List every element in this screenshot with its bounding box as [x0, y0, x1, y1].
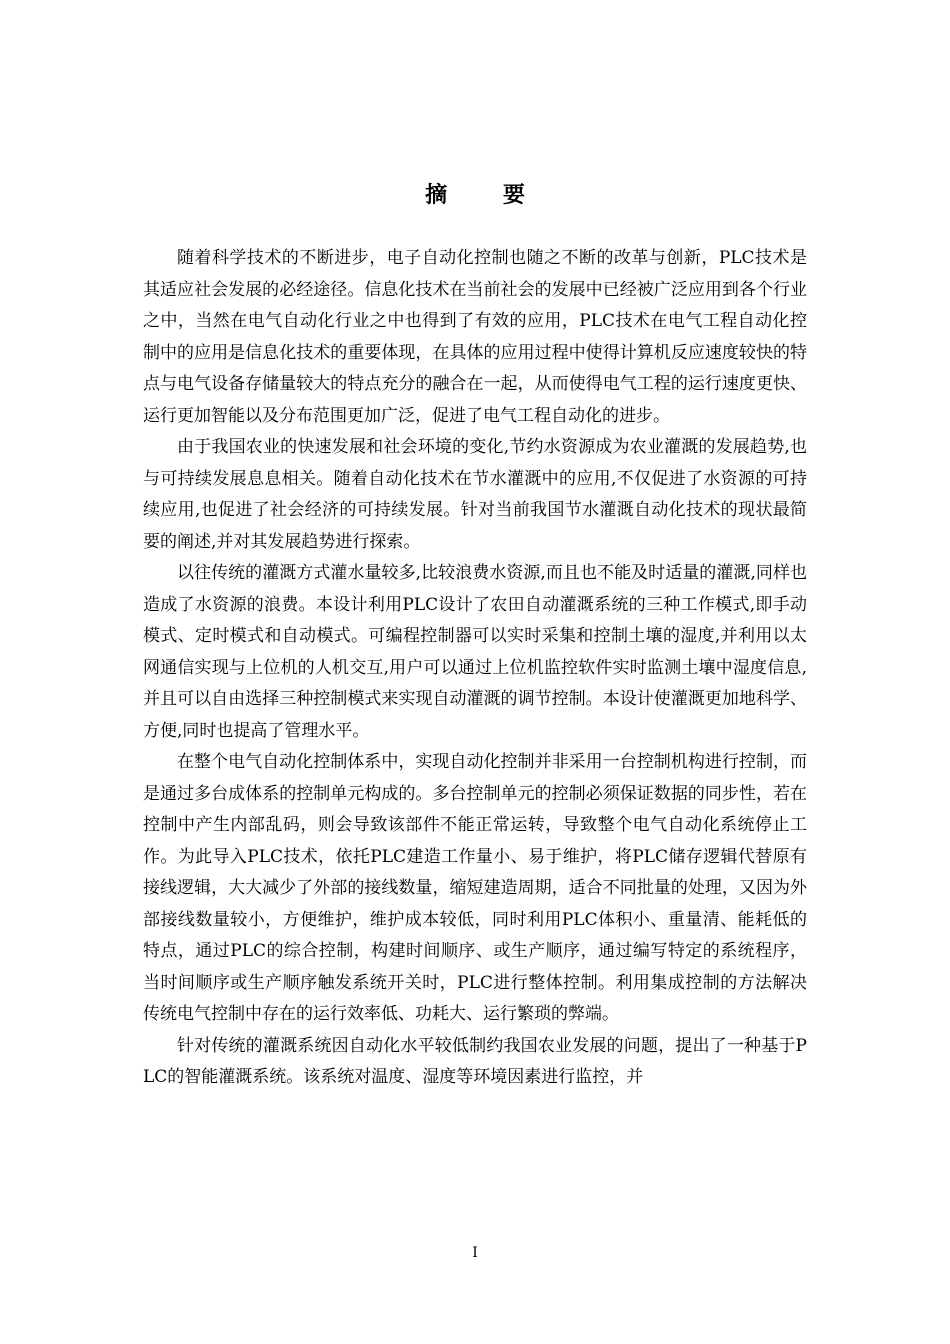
paragraph-4: 在整个电气自动化控制体系中，实现自动化控制并非采用一台控制机构进行控制，而是通过多台成体系的控制单元构成的。多台控制单元的控制必须保证数据的同步性，若在控制中产生内部乱码，则会导致该部件不能正常运转，导致整个电气自动化系统停止工作。为此导入PLC技术，依托PLC建造工作量小、易于维护，将PLC储存逻辑代替原有接线逻辑，大大减少了外部的接线数量，缩短建造周期，适合不同批量的处理，又因为外部接线数量较小，方便维护，维护成本较低，同时利用PLC体积小、重量清、能耗低的特点，通过PLC的综合控制，构建时间顺序、或生产顺序，通过编写特定的系统程序，当时间顺序或生产顺序触发系统开关时，PLC进行整体控制。利用集成控制的方法解决传统电气控制中存在的运行效率低、功耗大、运行繁琐的弊端。	[143, 752, 807, 1024]
paragraph-5: 针对传统的灌溉系统因自动化水平较低制约我国农业发展的问题，提出了一种基于PLC的智能灌溉系统。该系统对温度、湿度等环境因素进行监控，并	[143, 1035, 807, 1087]
page-title: 摘 要	[425, 183, 549, 208]
page-number: I	[472, 1245, 478, 1261]
abstract-body	[143, 243, 807, 1094]
paragraph-3: 以往传统的灌溉方式灌水量较多,比较浪费水资源,而且也不能及时适量的灌溉,同样也造成了水资源的浪费。本设计利用PLC设计了农田自动灌溉系统的三种工作模式,即手动模式、定时模式和自动模式。可编程控制器可以实时采集和控制土壤的湿度,并利用以太网通信实现与上位机的人机交互,用户可以通过上位机监控软件实时监测土壤中湿度信息,并且可以自由选择三种控制模式来实现自动灌溉的调节控制。本设计使灌溉更加地科学、方便,同时也提高了管理水平。	[143, 563, 807, 741]
paragraph-1: 随着科学技术的不断进步，电子自动化控制也随之不断的改革与创新，PLC技术是其适应社会发展的必经途径。信息化技术在当前社会的发展中已经被广泛应用到各个行业之中，当然在电气自动化行业之中也得到了有效的应用，PLC技术在电气工程自动化控制中的应用是信息化技术的重要体现，在具体的应用过程中使得计算机反应速度较快的特点与电气设备存储量较大的特点充分的融合在一起，从而使得电气工程的运行速度更快、运行更加智能以及分布范围更加广泛，促进了电气工程自动化的进步。	[143, 248, 807, 426]
paragraph-2: 由于我国农业的快速发展和社会环境的变化,节约水资源成为农业灌溉的发展趋势,也与可持续发展息息相关。随着自动化技术在节水灌溉中的应用,不仅促进了水资源的可持续应用,也促进了社会经济的可持续发展。针对当前我国节水灌溉自动化技术的现状最简要的阐述,并对其发展趋势进行探索。	[143, 437, 807, 552]
